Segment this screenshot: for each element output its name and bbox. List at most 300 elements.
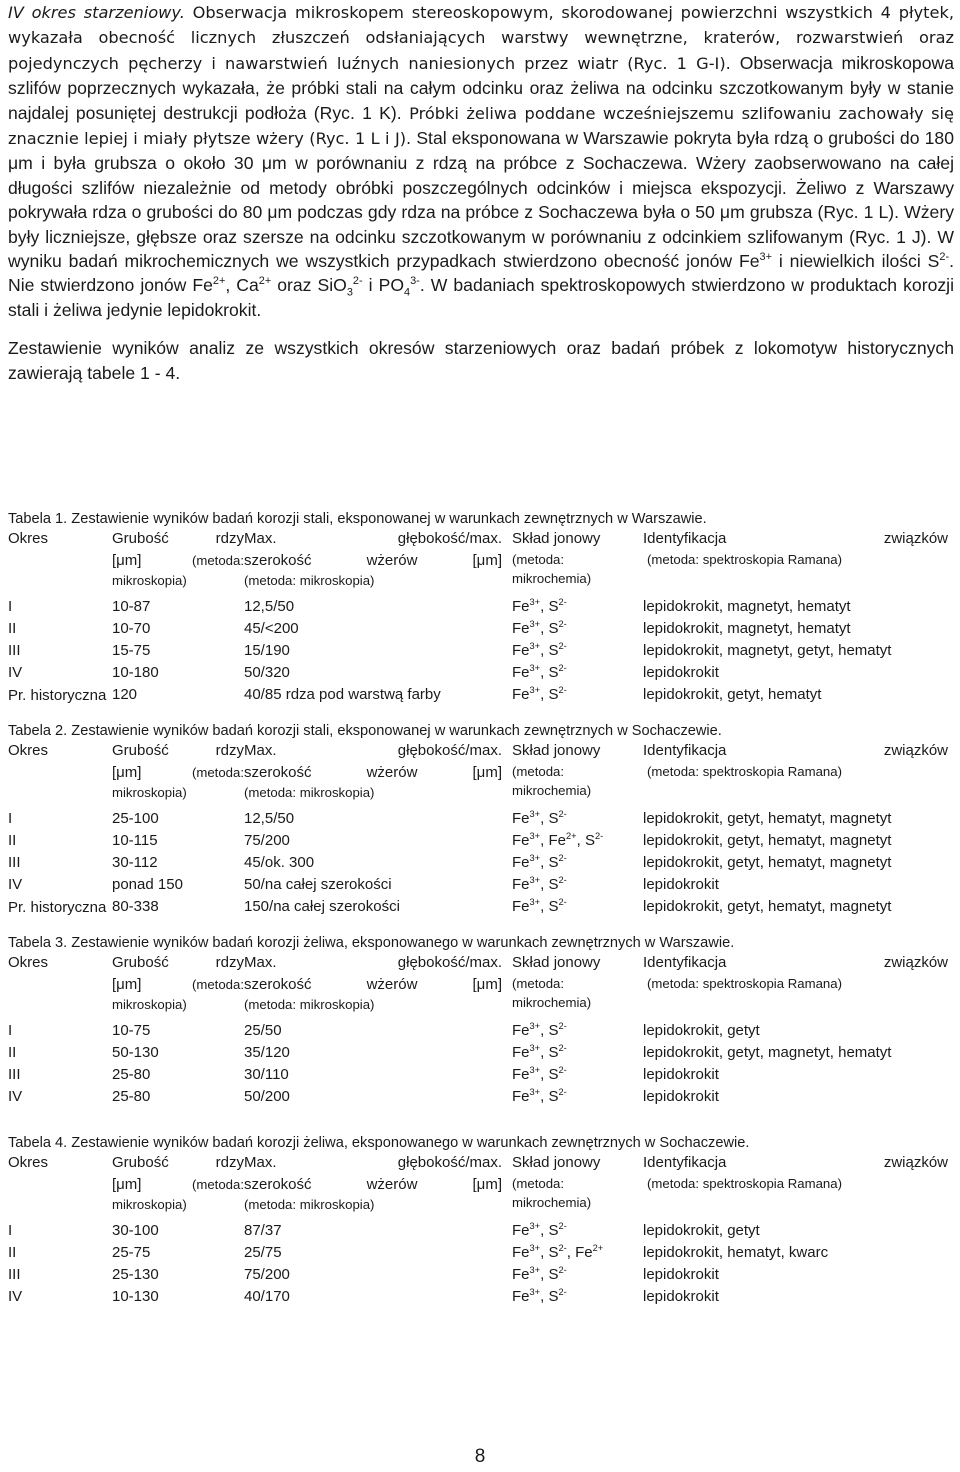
header-label: [μm] (472, 1175, 502, 1193)
header-label: szerokość (244, 551, 312, 569)
ion-symbol: Fe (512, 1088, 530, 1105)
paragraph-2: Zestawienie wyników analiz ze wszystkich okresów starzeniowych oraz badań próbek z lokomotyw historycznych zawierają tabele 1 - 4. (8, 338, 954, 383)
header-okres (8, 952, 112, 1014)
header-line (643, 740, 948, 762)
ion-charge: 2- (558, 875, 567, 885)
cell-identyfikacja (643, 808, 958, 830)
okres-value: IV (8, 664, 23, 681)
header-label: [μm] (112, 1175, 142, 1193)
header-line (512, 1174, 643, 1193)
cell-okres (8, 662, 112, 684)
ion-symbol: Fe (512, 854, 530, 871)
grubosc-value: ponad 150 (112, 876, 183, 893)
table-row (8, 852, 958, 874)
cell-sklad (512, 1020, 643, 1042)
ion-charge: 3+ (529, 619, 541, 629)
header-label: związków (883, 530, 948, 547)
table-row (8, 1020, 958, 1042)
header-label: Grubość rdzy (112, 530, 244, 547)
ion-separator: , (540, 620, 549, 637)
table-header-row (8, 528, 958, 590)
cell-wzery (244, 1264, 512, 1286)
cell-sklad (512, 618, 643, 640)
table-row (8, 640, 958, 662)
ion-symbol: S (548, 642, 559, 659)
cell-sklad (512, 640, 643, 662)
cell-identyfikacja (643, 596, 958, 618)
header-label: szerokość (244, 763, 312, 781)
header-line (643, 1174, 958, 1193)
header-line (244, 550, 502, 572)
ion-separator: , (566, 1244, 576, 1261)
cell-sklad (512, 1286, 643, 1308)
cell-wzery (244, 1020, 512, 1042)
cell-wzery (244, 808, 512, 830)
ion-separator: , (540, 1022, 549, 1039)
header-label: mikroskopia) (112, 785, 187, 800)
header-label: Grubość rdzy (112, 1154, 244, 1171)
identyfikacja-value: lepidokrokit, getyt, hematyt, magnetyt (643, 832, 892, 849)
table-header-row (8, 952, 958, 1014)
header-line (244, 528, 502, 550)
header-okres (8, 528, 112, 590)
ion-charge: 2- (558, 685, 567, 695)
grubosc-value: 50-130 (112, 1044, 159, 1061)
header-line (643, 550, 958, 569)
header-line (512, 952, 643, 974)
observation-stereo: Obserwacja mikroskopem stereoskopowym, skorodowanej powierzchni wszystkich 4 płytek, wykazała obecność licznych złuszczeń odsłaniających warstwy wewnętrzne, kraterów, rozwarstwień oraz pojedynczych pęcherzy i nawarstwień luźnych naniesionych przez wiatr (Ryc. 1 G-I). (8, 3, 954, 73)
okres-value: Pr. historyczna (8, 899, 107, 916)
ion-symbol: Fe (512, 898, 530, 915)
ion-charge: 2- (558, 1043, 567, 1053)
ion-separator: , (540, 1244, 549, 1261)
header-line (512, 740, 643, 762)
header-line (112, 740, 244, 762)
cell-sklad (512, 830, 643, 852)
ion-symbol: Fe (548, 832, 566, 849)
header-line (244, 783, 512, 802)
table-caption: Tabela 3. Zestawienie wyników badań korozji żeliwa, eksponowanego w warunkach zewnętrznych w Warszawie. (8, 935, 735, 951)
header-label: mikrochemia) (512, 570, 592, 586)
table-row (8, 896, 958, 918)
ion-charge: 2- (558, 1021, 567, 1031)
cell-wzery (244, 1242, 512, 1264)
ion-symbol: S (548, 664, 559, 681)
cell-grubosc (112, 596, 244, 618)
wzery-value: 15/190 (244, 642, 290, 659)
cell-grubosc (112, 684, 244, 706)
ion-charge: 3+ (529, 641, 541, 651)
header-label: Skład jonowy (512, 954, 601, 971)
table-row (8, 1064, 958, 1086)
table-row (8, 618, 958, 640)
grubosc-value: 25-130 (112, 1266, 159, 1283)
ion-charge: 2+ (565, 831, 577, 841)
ion-symbol: Fe (512, 1288, 530, 1305)
cell-wzery (244, 1064, 512, 1086)
header-label: [μm] (472, 975, 502, 993)
identyfikacja-value: lepidokrokit, magnetyt, hematyt (643, 598, 851, 615)
header-label: (metoda: (191, 764, 244, 780)
table-header-row (8, 740, 958, 802)
header-line (643, 1152, 948, 1174)
observation-cross-section: Obserwacja mikroskopowa szlifów poprzecznych wykazała, że próbki stali na całym odcinku oraz żeliwa na odcinku szczotkowanym były w stanie najdalej posuniętej destrukcji podłoża (Ryc. 1 K). (8, 52, 954, 123)
ion-separator: , (540, 598, 549, 615)
header-sklad (512, 740, 643, 802)
ion-symbol: S (548, 1288, 559, 1305)
ion-charge: 3+ (529, 831, 541, 841)
ion-charge: 2+ (258, 275, 272, 288)
identyfikacja-value: lepidokrokit, magnetyt, hematyt (643, 620, 851, 637)
text-fragment: i PO (362, 275, 405, 296)
ion-symbol: S (548, 1022, 559, 1039)
cell-grubosc (112, 1264, 244, 1286)
ion-separator: , (540, 810, 549, 827)
ion-separator: , (540, 664, 549, 681)
cell-okres (8, 830, 112, 852)
ion-symbol: S (548, 1222, 559, 1239)
ion-separator: , (540, 1222, 549, 1239)
header-wzery (244, 528, 512, 590)
header-label: związków (883, 954, 948, 971)
cell-wzery (244, 1086, 512, 1108)
table-block-1 (8, 510, 958, 706)
header-wzery (244, 1152, 512, 1214)
ion-charge: 2- (594, 831, 604, 841)
header-label: głębokość/max. (397, 530, 502, 547)
table-row (8, 1264, 958, 1286)
cell-identyfikacja (643, 1286, 958, 1308)
header-label: mikroskopia) (112, 1197, 187, 1212)
ion-charge: 2- (558, 1065, 567, 1075)
table-row (8, 830, 958, 852)
ion-charge: 3+ (529, 897, 541, 907)
cell-sklad (512, 874, 643, 896)
cell-grubosc (112, 874, 244, 896)
header-label: Okres (8, 954, 49, 971)
cell-okres (8, 618, 112, 640)
ion-charge: 3+ (529, 1065, 541, 1075)
cell-identyfikacja (643, 1242, 958, 1264)
header-sklad (512, 1152, 643, 1214)
cell-sklad (512, 1264, 643, 1286)
grubosc-value: 15-75 (112, 642, 151, 659)
ion-charge: 3+ (529, 1243, 541, 1253)
header-line (244, 762, 502, 784)
header-sklad (512, 528, 643, 590)
table-row (8, 874, 958, 896)
cell-grubosc (112, 662, 244, 684)
grubosc-value: 25-100 (112, 810, 159, 827)
header-label: szerokość (244, 1175, 312, 1193)
okres-value: II (8, 1044, 17, 1061)
header-line (643, 952, 948, 974)
okres-value: II (8, 620, 17, 637)
wzery-value: 75/200 (244, 1266, 290, 1283)
identyfikacja-value: lepidokrokit, getyt (643, 1222, 760, 1239)
ion-symbol: S (548, 876, 559, 893)
grubosc-value: 25-75 (112, 1244, 151, 1261)
wzery-value: 40/170 (244, 1288, 290, 1305)
identyfikacja-value: lepidokrokit, getyt, hematyt, magnetyt (643, 810, 892, 827)
header-line (244, 952, 502, 974)
cell-grubosc (112, 1064, 244, 1086)
results-table (8, 1152, 958, 1308)
cell-okres (8, 852, 112, 874)
cell-sklad (512, 896, 643, 918)
header-label: szerokość (244, 975, 312, 993)
cell-wzery (244, 852, 512, 874)
ion-charge: 3+ (529, 685, 541, 695)
header-label: głębokość/max. (397, 1154, 502, 1171)
header-label: Max. (244, 742, 277, 759)
cell-sklad (512, 1064, 643, 1086)
okres-value: II (8, 832, 17, 849)
ion-charge: 2- (558, 1243, 567, 1253)
cell-wzery (244, 596, 512, 618)
header-label: związków (883, 1154, 948, 1171)
ion-symbol: S (548, 1044, 559, 1061)
wzery-value: 40/85 rdza pod warstwą farby (244, 686, 441, 703)
wzery-value: 25/50 (244, 1022, 282, 1039)
cell-sklad (512, 596, 643, 618)
header-line (244, 1152, 502, 1174)
ion-charge: 3+ (529, 875, 541, 885)
ion-symbol: S (548, 598, 559, 615)
ion-charge: 3+ (529, 1265, 541, 1275)
table-block-2 (8, 722, 958, 918)
header-label: Okres (8, 742, 49, 759)
header-line (512, 1193, 643, 1212)
ion-symbol: S (548, 1088, 559, 1105)
cell-grubosc (112, 1286, 244, 1308)
header-line (512, 569, 643, 588)
ion-charge: 3+ (529, 853, 541, 863)
table-block-3 (8, 934, 958, 1108)
header-line (112, 995, 244, 1014)
header-label: Grubość rdzy (112, 954, 244, 971)
ion-separator: , (540, 1066, 549, 1083)
ion-charge: 2- (558, 663, 567, 673)
ion-separator: , (540, 832, 549, 849)
header-line (643, 528, 948, 550)
header-wzery (244, 740, 512, 802)
observation-ground-samples: Próbki żeliwa poddane wcześniejszemu szlifowaniu zachowały się znacznie lepiej i miały płytsze wżery (Ryc. 1 L i J). (8, 103, 954, 149)
header-label: głębokość/max. (397, 954, 502, 971)
grubosc-value: 10-87 (112, 598, 151, 615)
header-label: Grubość rdzy (112, 742, 244, 759)
ion-symbol: Fe (512, 1222, 530, 1239)
text-fragment: , Ca (225, 275, 259, 296)
ion-separator: , (540, 1044, 549, 1061)
header-label: (metoda: mikroskopia) (244, 1197, 375, 1212)
table-row (8, 808, 958, 830)
cell-identyfikacja (643, 618, 958, 640)
grubosc-value: 25-80 (112, 1066, 151, 1083)
cell-wzery (244, 1042, 512, 1064)
cell-grubosc (112, 896, 244, 918)
header-identyfikacja (643, 952, 958, 1014)
cell-okres (8, 596, 112, 618)
ion-symbol: Fe (512, 1066, 530, 1083)
header-line (112, 952, 244, 974)
ion-symbol: S (548, 1066, 559, 1083)
header-label: (metoda: (512, 763, 565, 779)
cell-identyfikacja (643, 1220, 958, 1242)
ion-separator: , (540, 642, 549, 659)
okres-value: Pr. historyczna (8, 687, 107, 704)
header-label: Max. (244, 1154, 277, 1171)
okres-value: III (8, 1066, 21, 1083)
cell-wzery (244, 896, 512, 918)
cell-grubosc (112, 852, 244, 874)
grubosc-value: 30-112 (112, 854, 158, 871)
header-label: mikrochemia) (512, 1194, 592, 1210)
header-label: [μm] (472, 763, 502, 781)
identyfikacja-value: lepidokrokit, getyt (643, 1022, 760, 1039)
header-line (512, 781, 643, 800)
ion-charge: 3+ (759, 251, 772, 264)
header-label: mikroskopia) (112, 573, 187, 588)
cell-okres (8, 1020, 112, 1042)
table-row (8, 1086, 958, 1108)
header-label: (metoda: mikroskopia) (244, 573, 375, 588)
okres-value: III (8, 1266, 21, 1283)
grubosc-value: 120 (112, 686, 138, 703)
ion-charge: 2- (558, 1287, 567, 1297)
identyfikacja-value: lepidokrokit, getyt, hematyt, magnetyt (643, 854, 892, 871)
ion-separator: , (540, 1288, 549, 1305)
header-okres (8, 740, 112, 802)
cell-identyfikacja (643, 684, 958, 706)
ion-charge: 2- (352, 275, 363, 288)
ion-charge: 2- (558, 897, 567, 907)
ion-symbol: S (548, 1244, 559, 1261)
cell-sklad (512, 662, 643, 684)
header-line (512, 993, 643, 1012)
header-label: Max. (244, 530, 277, 547)
ion-symbol: S (548, 810, 559, 827)
cell-wzery (244, 640, 512, 662)
header-okres (8, 1152, 112, 1214)
header-label: (metoda: (512, 1175, 565, 1191)
ion-charge: 2+ (592, 1243, 604, 1253)
identyfikacja-value: lepidokrokit (643, 1266, 719, 1283)
cell-identyfikacja (643, 852, 958, 874)
header-identyfikacja (643, 1152, 958, 1214)
okres-value: I (8, 598, 13, 615)
ion-charge: 3+ (529, 809, 541, 819)
cell-okres (8, 1220, 112, 1242)
cell-grubosc (112, 618, 244, 640)
cell-okres (8, 1086, 112, 1108)
cell-wzery (244, 662, 512, 684)
cell-wzery (244, 874, 512, 896)
header-label: [μm] (112, 551, 142, 569)
results-table (8, 952, 958, 1108)
header-grubosc (112, 740, 244, 802)
header-label: wżerów (366, 975, 418, 993)
ion-symbol: S (548, 620, 559, 637)
header-line (112, 1174, 244, 1196)
header-line (112, 528, 244, 550)
header-label: (metoda: spektroskopia Ramana) (647, 763, 842, 779)
okres-value: IV (8, 1088, 23, 1105)
table-caption: Tabela 4. Zestawienie wyników badań korozji żeliwa, eksponowanego w warunkach zewnętrznych w Sochaczewie. (8, 1135, 750, 1151)
table-row (8, 1286, 958, 1308)
ion-symbol: S (548, 1266, 559, 1283)
cell-grubosc (112, 1242, 244, 1264)
header-line (512, 762, 643, 781)
header-label: [μm] (112, 975, 142, 993)
okres-value: IV (8, 876, 23, 893)
ion-symbol: S (548, 686, 559, 703)
header-line (512, 1152, 643, 1174)
table-row (8, 596, 958, 618)
grubosc-value: 10-115 (112, 832, 158, 849)
wzery-value: 25/75 (244, 1244, 282, 1261)
cell-okres (8, 1042, 112, 1064)
header-line (244, 740, 502, 762)
header-line (112, 571, 244, 590)
header-label: (metoda: (191, 552, 244, 568)
header-label: Max. (244, 954, 277, 971)
wzery-value: 150/na całej szerokości (244, 898, 400, 915)
header-line (112, 783, 244, 802)
header-label: (metoda: (191, 1176, 244, 1192)
header-label: (metoda: spektroskopia Ramana) (647, 551, 842, 567)
cell-sklad (512, 1242, 643, 1264)
ion-symbol: Fe (512, 664, 530, 681)
header-line (244, 974, 502, 996)
ion-separator: , (540, 686, 549, 703)
text-fragment: . Nie stwierdzono jonów Fe (8, 251, 954, 296)
header-label: [μm] (112, 763, 142, 781)
header-line (512, 974, 643, 993)
cell-okres (8, 640, 112, 662)
ion-charge: 3+ (529, 1221, 541, 1231)
wzery-value: 50/na całej szerokości (244, 876, 392, 893)
cell-wzery (244, 684, 512, 706)
wzery-value: 45/<200 (244, 620, 299, 637)
header-label: Identyfikacja (643, 954, 727, 971)
header-sklad (512, 952, 643, 1014)
header-label: Identyfikacja (643, 530, 727, 547)
grubosc-value: 10-180 (112, 664, 159, 681)
cell-okres (8, 874, 112, 896)
ion-symbol: Fe (512, 1022, 530, 1039)
header-label: mikroskopia) (112, 997, 187, 1012)
ion-symbol: Fe (512, 832, 530, 849)
okres-value: III (8, 854, 21, 871)
header-grubosc (112, 528, 244, 590)
wzery-value: 30/110 (244, 1066, 289, 1083)
header-label: mikrochemia) (512, 994, 592, 1010)
identyfikacja-value: lepidokrokit, magnetyt, getyt, hematyt (643, 642, 892, 659)
cell-sklad (512, 1042, 643, 1064)
ion-charge: 2- (558, 809, 567, 819)
header-label: mikrochemia) (512, 782, 592, 798)
header-label: (metoda: mikroskopia) (244, 785, 375, 800)
header-line (244, 1195, 512, 1214)
ion-charge: 2- (558, 619, 567, 629)
wzery-value: 12,5/50 (244, 598, 295, 615)
cell-identyfikacja (643, 1264, 958, 1286)
header-identyfikacja (643, 528, 958, 590)
cell-okres (8, 1264, 112, 1286)
header-label: (metoda: spektroskopia Ramana) (647, 1175, 842, 1191)
okres-value: III (8, 642, 21, 659)
